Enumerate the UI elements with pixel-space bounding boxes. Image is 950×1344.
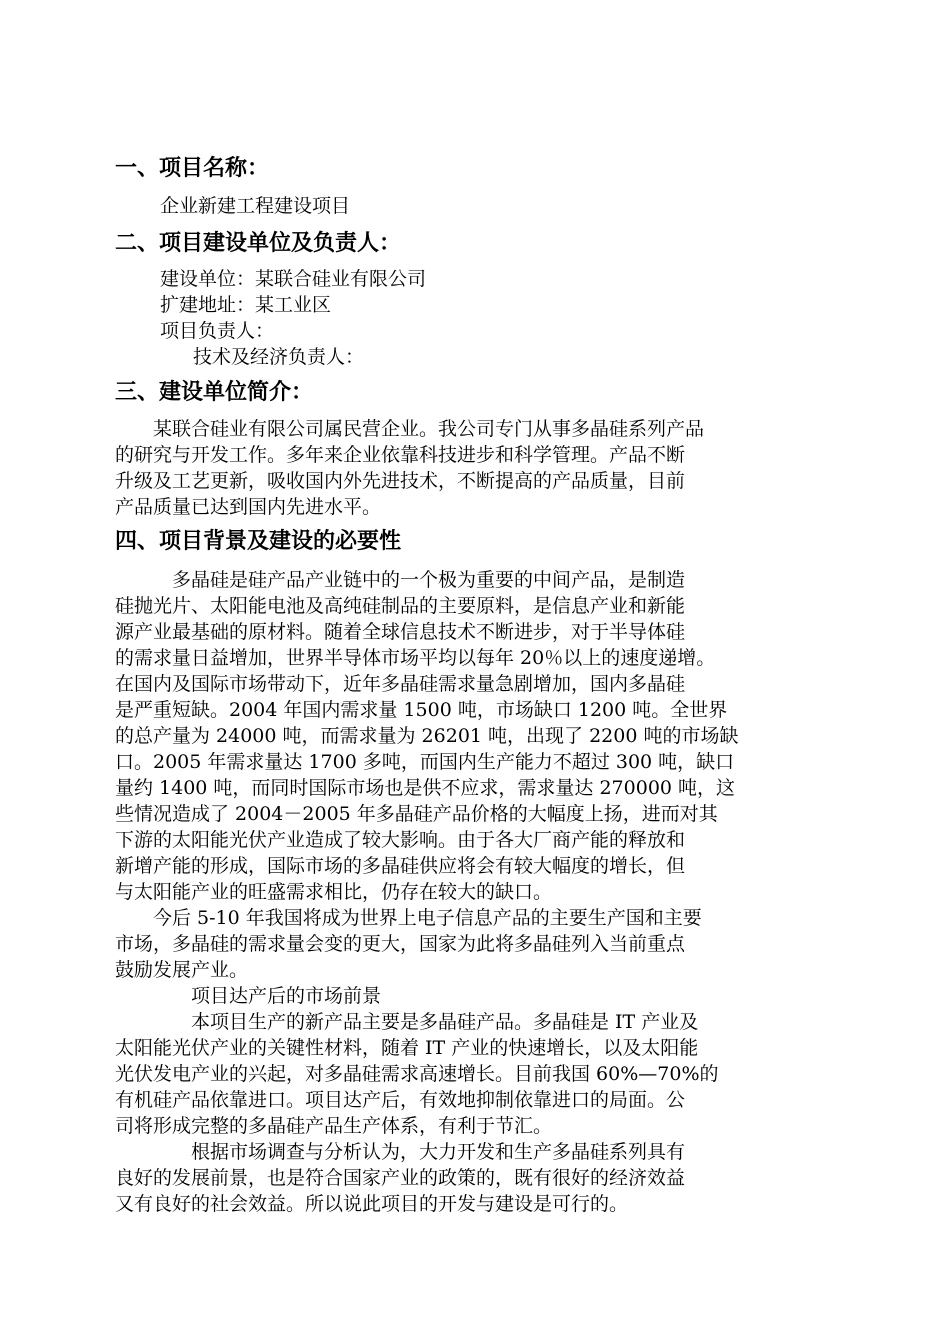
market-outlook-paragraph — [115, 1009, 815, 1139]
section-1-heading: 一、项目名称： — [115, 156, 270, 181]
section-2-heading: 二、项目建设单位及负责人： — [115, 231, 402, 256]
tech-economic-leader-text: 技术及经济负责人： — [193, 346, 365, 368]
text-line: 太阳能光伏产业的关键性材料，随着 IT 产业的快速增长，以及太阳能 — [115, 1037, 699, 1059]
text-line: 本项目生产的新产品主要是多晶硅产品。多晶硅是 IT 产业及 — [115, 1011, 699, 1033]
text-line: 根据市场调查与分析认为，大力开发和生产多晶硅系列具有 — [115, 1141, 686, 1163]
background-paragraph-2 — [115, 905, 815, 983]
section-4-heading: 四、项目背景及建设的必要性 — [115, 529, 402, 554]
text-line: 有机硅产品依靠进口。项目达产后，有效地抑制依靠进口的局面。公 — [115, 1089, 686, 1111]
text-line: 项目达产后的市场前景 — [115, 985, 382, 1007]
project-name-text: 企业新建工程建设项目 — [160, 195, 351, 217]
text-line: 源产业最基础的原材料。随着全球信息技术不断进步，对于半导体硅 — [115, 621, 686, 643]
feasibility-conclusion-paragraph — [115, 1139, 815, 1217]
text-line: 鼓励发展产业。 — [115, 959, 249, 981]
text-line: 又有良好的社会效益。所以说此项目的开发与建设是可行的。 — [115, 1193, 629, 1215]
text-line: 些情况造成了 2004－2005 年多晶硅产品价格的大幅度上扬，进而对其 — [115, 803, 718, 825]
text-line: 在国内及国际市场带动下，近年多晶硅需求量急剧增加，国内多晶硅 — [115, 673, 686, 695]
construction-unit-text: 建设单位：某联合硅业有限公司 — [160, 268, 427, 290]
text-line: 口。2005 年需求量达 1700 多吨，而国内生产能力不超过 300 吨，缺口 — [115, 751, 735, 773]
text-line: 光伏发电产业的兴起，对多晶硅需求高速增长。目前我国 60%—70%的 — [115, 1063, 719, 1085]
text-line: 的研究与开发工作。多年来企业依靠科技进步和科学管理。产品不断 — [115, 444, 686, 466]
company-intro-paragraph — [115, 416, 815, 520]
text-line: 是严重短缺。2004 年国内需求量 1500 吨，市场缺口 1200 吨。全世界 — [115, 699, 728, 721]
expansion-address-text: 扩建地址：某工业区 — [160, 294, 332, 316]
market-outlook-title — [115, 983, 815, 1009]
text-line: 硅抛光片、太阳能电池及高纯硅制品的主要原料，是信息产业和新能 — [115, 595, 686, 617]
text-line: 产品质量已达到国内先进水平。 — [115, 496, 382, 518]
text-line: 新增产能的形成，国际市场的多晶硅供应将会有较大幅度的增长，但 — [115, 855, 686, 877]
text-line: 的需求量日益增加，世界半导体市场平均以每年 20％以上的速度递增。 — [115, 647, 716, 669]
section-3-heading: 三、建设单位简介： — [115, 380, 314, 405]
text-line: 的总产量为 24000 吨，而需求量为 26201 吨，出现了 2200 吨的市场缺 — [115, 725, 739, 747]
text-line: 某联合硅业有限公司属民营企业。我公司专门从事多晶硅系列产品 — [115, 418, 705, 440]
text-line: 量约 1400 吨，而同时国际市场也是供不应求，需求量达 270000 吨，这 — [115, 777, 736, 799]
project-leader-text: 项目负责人： — [160, 320, 275, 342]
text-line: 今后 5-10 年我国将成为世界上电子信息产品的主要生产国和主要 — [115, 907, 702, 929]
text-line: 升级及工艺更新，吸收国内外先进技术，不断提高的产品质量，目前 — [115, 470, 686, 492]
text-line: 下游的太阳能光伏产业造成了较大影响。由于各大厂商产能的释放和 — [115, 829, 686, 851]
text-line: 司将形成完整的多晶硅产品生产体系，有利于节汇。 — [115, 1115, 553, 1137]
text-line: 市场，多晶硅的需求量会变的更大，国家为此将多晶硅列入当前重点 — [115, 933, 686, 955]
background-paragraph-1 — [115, 567, 815, 905]
text-line: 与太阳能产业的旺盛需求相比，仍存在较大的缺口。 — [115, 881, 553, 903]
text-line: 多晶硅是硅产品产业链中的一个极为重要的中间产品，是制造 — [115, 569, 686, 591]
text-line: 良好的发展前景，也是符合国家产业的政策的，既有很好的经济效益 — [115, 1167, 686, 1189]
